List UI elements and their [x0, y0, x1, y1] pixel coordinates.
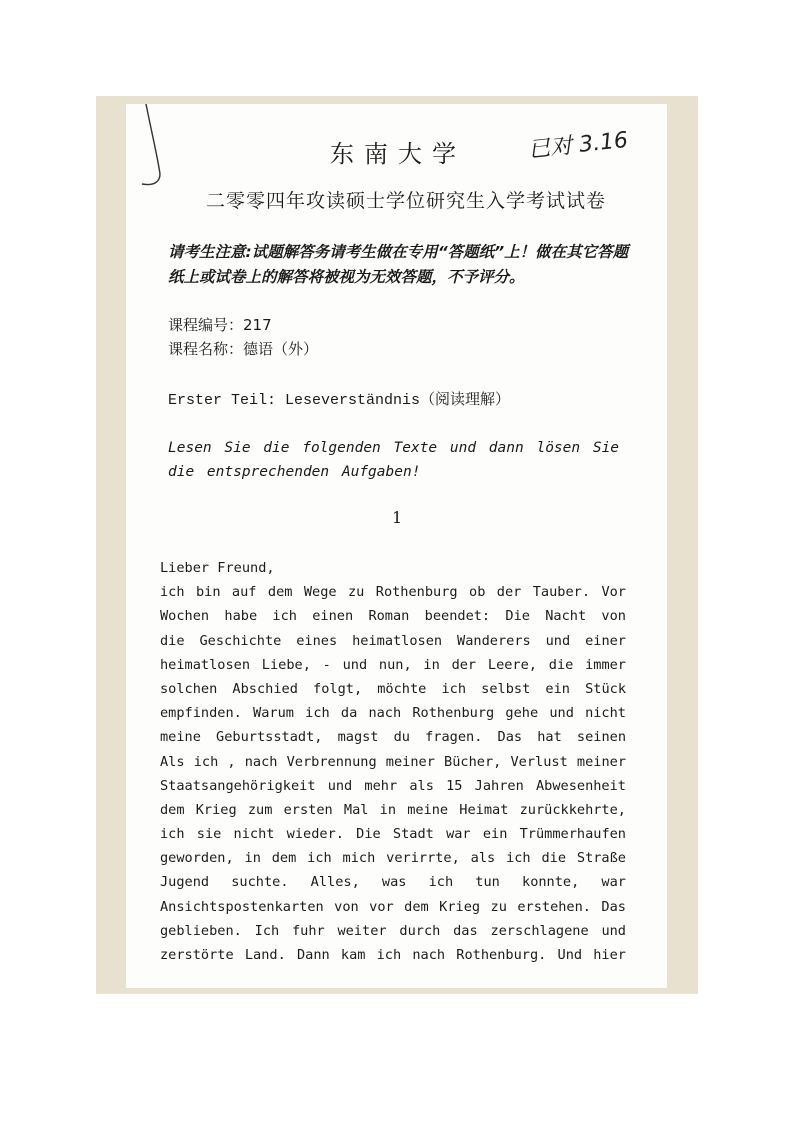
exam-title: 二零零四年攻读硕士学位研究生入学考试试卷	[206, 190, 607, 212]
letter-line: dem Krieg zum ersten Mal in meine Heimat zurückkehrte,	[160, 801, 626, 818]
university-name: 东南大学	[330, 140, 466, 168]
letter-line: geblieben. Ich fuhr weiter durch das zerschlagene und	[160, 922, 626, 939]
part-title: Erster Teil: Leseverständnis（阅读理解）	[168, 392, 511, 409]
letter-line: Wochen habe ich einen Roman beendet: Die Nacht von	[160, 608, 626, 625]
course-code: 课程编号：217	[168, 316, 272, 334]
text-number: 1	[392, 508, 403, 527]
letter-line: Als ich , nach Verbrennung meiner Bücher, Verlust meiner	[160, 753, 626, 770]
handwritten-note: 已对 3.16	[527, 127, 630, 164]
letter-text	[160, 556, 626, 967]
letter-salutation: Lieber Freund,	[160, 560, 275, 576]
letter-line: geworden, in dem ich mich verirrte, als ich die Straße	[160, 850, 626, 867]
letter-line: die Geschichte eines heimatlosen Wanderers und einer	[160, 632, 626, 649]
letter-line: Ansichtspostenkarten von vor dem Krieg zu erstehen. Das	[160, 898, 626, 915]
letter-line: Staatsangehörigkeit und mehr als 15 Jahren Abwesenheit	[160, 777, 626, 794]
letter-line: zerstörte Land. Dann kam ich nach Rothenburg. Und hier	[160, 947, 626, 964]
instruction-text: Lesen Sie die folgenden Texte und dann lösen Sie die entsprechenden Aufgaben!	[168, 440, 620, 480]
letter-line: heimatlosen Liebe, - und nun, in der Leere, die immer	[160, 656, 626, 673]
letter-line: empfinden. Warum ich da nach Rothenburg gehe und nicht	[160, 705, 626, 722]
letter-line: ich sie nicht wieder. Die Stadt war ein Trümmerhaufen	[160, 826, 626, 843]
letter-line: ich bin auf dem Wege zu Rothenburg ob der Tauber. Vor	[160, 584, 626, 601]
letter-line: meine Geburtsstadt, magst du fragen. Das hat seinen	[160, 729, 626, 746]
letter-line: solchen Abschied folgt, möchte ich selbst ein Stück	[160, 680, 626, 697]
course-name: 课程名称：德语（外）	[168, 340, 319, 358]
candidate-notice: 请考生注意:试题解答务请考生做在专用“答题纸”上！做在其它答题纸上或试卷上的解答将被视为无效答题，不予评分。	[168, 243, 629, 286]
scan-edge-mark	[138, 104, 168, 188]
letter-line: Jugend suchte. Alles, was ich tun konnte, war	[160, 874, 626, 891]
